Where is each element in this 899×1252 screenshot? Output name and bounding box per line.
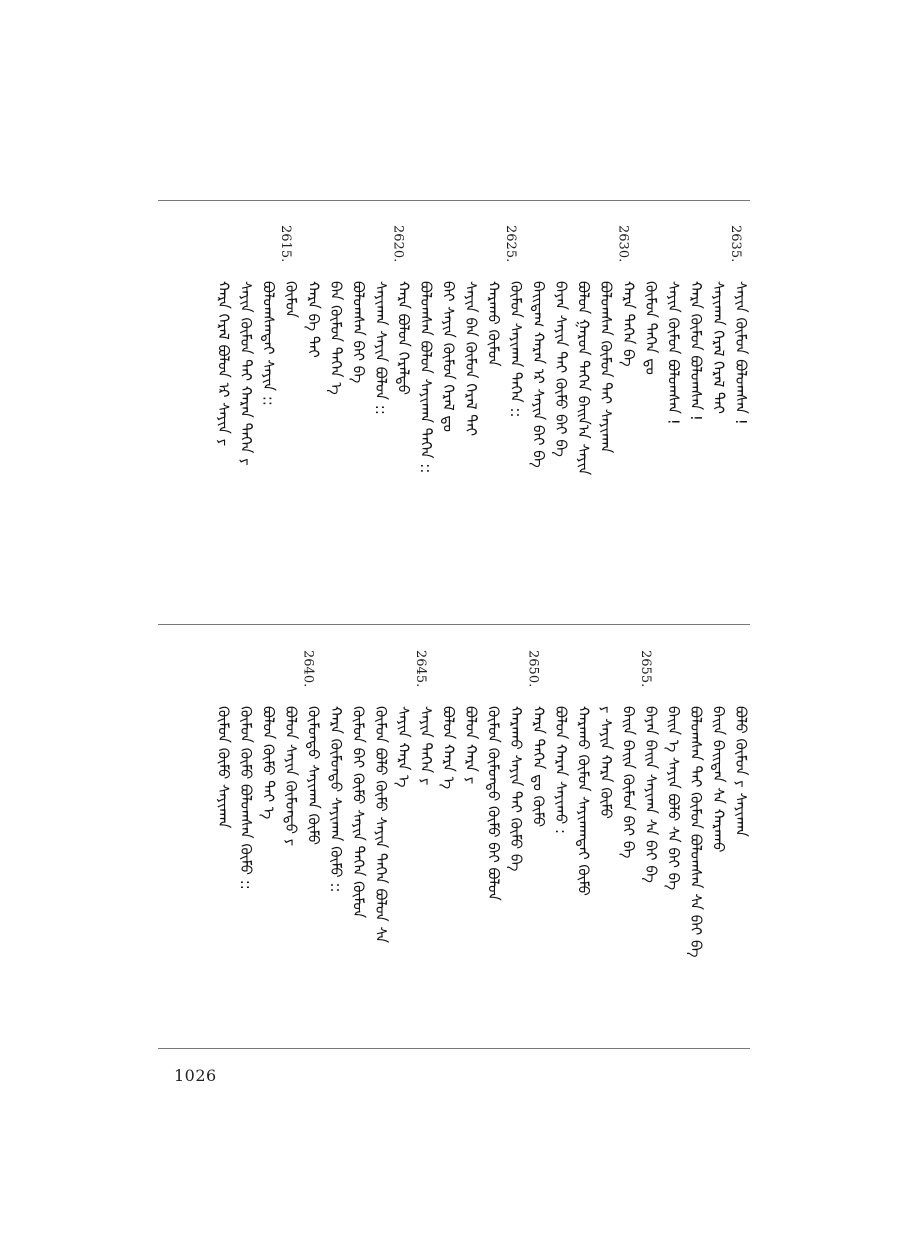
verse-line: ᠪᠣᠯᠣᠨ ᠬᠠᠷᠠᠨ ᠰᠠᠶᠢᠬᠤ :: [552, 706, 570, 835]
verse-line: ᠰᠠᠶᠢᠬᠠᠨ ᠰᠠᠶᠢᠨ ᠪᠣᠯᠣᠨ ::: [372, 281, 390, 415]
text-column: [301, 225, 323, 585]
verse-number: 2625.: [503, 225, 518, 263]
verse-line: ᠪᠠᠶᠠᠨ ᠰᠠᠶᠢᠨ ᠲᠡᠢ ᠬᠦᠮᠦ ᠪᠠᠢ ᠪᠠ: [552, 281, 570, 457]
verse-line: ᠬᠠᠷᠠ ᠲᠡᠭᠡᠨ ᠪᠠ: [619, 281, 638, 367]
verse-line: ᠪᠣᠯᠣᠨ ᠬᠠᠷᠠ ᠶ: [462, 706, 480, 785]
text-column: [548, 650, 570, 1010]
verse-line: ᠪᠣᠯᠣᠨ ᠰᠠᠶᠢᠨ ᠬᠦᠮᠦᠨᠲᠦ ᠶ: [282, 706, 300, 847]
verse-line: ᠬᠠᠷᠠ ᠬᠦᠮᠦᠨ ᠪᠣᠯᠣᠭᠰᠠᠨ !: [687, 281, 705, 421]
verse-line: ᠬᠠᠷᠠ ᠪᠠ ᠲᠡᠢ: [304, 281, 323, 358]
verse-line: ᠬᠠᠷᠠᠬᠤ ᠰᠠᠶᠢᠨ ᠲᠡᠢ ᠬᠦᠮᠦ ᠪᠠ: [507, 706, 525, 872]
text-column: [211, 225, 233, 585]
verse-line: ᠬᠦᠮᠦᠨ ᠬᠦᠮᠦᠨᠲᠦ ᠬᠦᠮᠦ ᠪᠠᠢ ᠪᠣᠯᠣᠨ: [484, 706, 503, 901]
verse-line: ᠬᠠᠷᠠ ᠲᠡᠭᠡᠨ ᠳᠤ ᠬᠦᠮᠦ: [529, 706, 548, 828]
verse-line: ᠪᠠᠢᠳᠠᠭ ᠬᠠᠷᠠᠨ ᠡᠷ ᠰᠠᠶᠢᠨ ᠪᠠᠢ ᠪᠠ: [529, 281, 548, 468]
text-column: [323, 225, 345, 585]
verse-line: ᠬᠦᠮᠦᠨ: [282, 281, 300, 318]
text-column: [278, 650, 300, 1010]
verse-line: ᠪᠣᠯᠣᠨ ᠬᠦᠮᠦ ᠲᠡᠢ ᠡ: [259, 706, 278, 820]
verse-line: ᠬᠠᠷᠠ ᠭᠡᠷᠡᠯ ᠪᠣᠯᠣᠨ ᠡᠷ ᠰᠠᠶᠢᠨ ᠶ: [214, 281, 233, 447]
verse-line: ᠪᠠᠢᠨ ᠪᠠᠢᠨ ᠬᠦᠮᠦᠨ ᠪᠠᠢ ᠪᠠ: [619, 706, 638, 859]
text-column: [481, 650, 503, 1010]
verse-line: ᠰᠠᠶᠢᠨ ᠬᠦᠮᠦᠨ ᠪᠣᠯᠣᠭᠰᠠᠨ !: [732, 281, 750, 425]
verse-line: ᠪᠠᠢ ᠰᠠᠶᠢᠨ ᠬᠦᠮᠦᠨ ᠭᠡᠷᠡᠯ ᠳᠤ: [439, 281, 458, 433]
text-column: [346, 225, 368, 585]
verse-line: ᠬᠦᠮᠦᠨ ᠪᠣᠯᠣ ᠬᠦᠮᠦ ᠰᠠᠶᠢᠨ ᠲᠡᠭᠡᠨ ᠪᠣᠯᠣᠨ ᠰᠠ: [372, 706, 390, 944]
verse-line: ᠪᠣᠯᠣᠨ ᠭᠠᠷᠤᠨ ᠲᠡᠭᠡᠨ ᠪᠠᠢᠨ᠎ᠠ ᠰᠠᠶᠢᠨ: [574, 281, 593, 476]
verse-line: ᠰᠠᠶᠢᠨ ᠬᠦᠮᠦᠨ ᠪᠣᠯᠣᠭᠰᠠᠨ !: [664, 281, 683, 425]
verse-line: ᠬᠦᠮᠦᠨ ᠬᠦᠮᠦ ᠰᠠᠶᠢᠬᠠᠨ: [214, 706, 233, 829]
verse-number: 2615.: [278, 225, 293, 263]
verse-number: 2645.: [413, 650, 428, 688]
verse-line: ᠪᠣᠯᠣᠭᠰᠠᠨ ᠲᠡᠢ ᠬᠦᠮᠦᠨ ᠪᠣᠯᠣᠭᠰᠠᠨ ᠰᠠ ᠪᠠᠢ ᠪᠠ: [687, 706, 705, 958]
verse-line: ᠬᠠᠷᠠᠬᠤ ᠬᠦᠮᠦᠨ ᠰᠠᠶᠢᠬᠠᠨᠲᠠᠢ ᠬᠦᠮᠦ: [574, 706, 593, 896]
verse-line: ᠪᠠᠢᠨ ᠪᠠᠢᠳᠠᠨ ᠰᠠ ᠬᠠᠷᠠᠬᠤ: [709, 706, 728, 853]
verse-line: ᠰᠠᠶᠢᠬᠠᠨ ᠭᠡᠷᠡᠯ ᠭᠡᠷᠡᠯ ᠲᠡᠢ: [709, 281, 728, 414]
verse-line: ᠬᠦᠮᠦᠨ ᠲᠡᠭᠡᠨ ᠳᠤ: [642, 281, 660, 375]
verse-line: ᠬᠦᠮᠦᠨ ᠰᠠᠶᠢᠬᠠᠨ ᠲᠡᠭᠡᠨ ::: [507, 281, 525, 418]
verse-line: ᠬᠦᠮᠦᠨ ᠪᠠᠢ ᠬᠦᠮᠦ ᠰᠠᠶᠢᠨ ᠲᠡᠭᠡᠨ ᠬᠦᠮᠦᠨ: [349, 706, 368, 919]
text-column: [638, 225, 660, 585]
verse-number: 2655.: [638, 650, 653, 688]
text-column: [458, 650, 480, 1010]
verse-line: ᠰᠠᠶᠢᠨ ᠪᠠᠨ ᠬᠦᠮᠦᠨ ᠭᠡᠷᠡᠯ ᠲᠡᠢ: [462, 281, 480, 437]
verse-line: ᠪᠠᠶᠠᠨ ᠪᠠᠢᠨ ᠰᠠᠶᠢᠬᠠ ᠰᠠ ᠪᠠᠢ ᠪᠠ: [642, 706, 660, 883]
text-column: [661, 225, 683, 585]
verse-number: 2640.: [300, 650, 316, 688]
verse-line: ᠬᠠᠷᠠ ᠪᠣᠯᠣᠨ ᠭᠡᠷᠡᠯᠲᠦ: [394, 281, 413, 396]
verse-line: ᠰᠠᠶᠢᠨ ᠬᠠᠷᠠ ᠡ: [394, 706, 413, 788]
verse-line: ᠬᠠᠷᠠᠬᠤ ᠬᠦᠮᠦᠨ: [484, 281, 503, 367]
page-number: 1026: [174, 1066, 217, 1085]
text-column: [503, 225, 525, 585]
middle-divider: [158, 624, 750, 625]
verse-line: ᠬᠦᠮᠦᠨᠲᠦ ᠰᠠᠶᠢᠬᠠᠨ ᠬᠦᠮᠦ: [304, 706, 323, 846]
verse-line: ᠬᠠᠷᠠ ᠬᠦᠮᠦᠨᠲᠦ ᠰᠠᠶᠢᠬᠠᠨ ᠬᠦᠮᠦ ::: [327, 706, 345, 893]
verse-number: 2620.: [390, 225, 406, 263]
verse-line: ᠶ ᠰᠠᠶᠢᠨ ᠬᠠᠷᠠ ᠬᠦᠮᠦ: [597, 706, 615, 819]
verse-line: ᠰᠠᠶᠢᠨ ᠬᠦᠮᠦᠨ ᠲᠡᠢ ᠬᠠᠷᠠᠨ ᠲᠡᠭᠡᠨ ᠶ: [237, 281, 255, 466]
verse-line: ᠪᠣᠯᠣᠭᠰᠠᠨ ᠪᠠᠢ ᠪᠠ: [349, 281, 368, 384]
verse-line: ᠪᠠᠢᠨ ᠡ ᠰᠠᠶᠢᠨ ᠪᠣᠯᠣ ᠰᠠ ᠪᠠᠢ ᠪᠠ: [664, 706, 683, 891]
bottom-text-panel: [158, 650, 750, 1030]
verse-line: ᠪᠣᠯᠣᠭᠰᠠᠨ ᠪᠣᠯᠣᠨ ᠰᠠᠶᠢᠬᠠᠨ ᠲᠡᠭᠡᠨ ::: [417, 281, 435, 474]
text-column: [616, 650, 638, 1010]
verse-number: 2635.: [728, 225, 743, 263]
text-column: [368, 225, 390, 585]
text-column: [233, 650, 255, 1010]
top-divider: [158, 200, 750, 201]
verse-number: 2650.: [525, 650, 541, 688]
verse-line: ᠪᠠᠨ ᠬᠦᠮᠦᠨ ᠲᠡᠭᠡᠨ ᠡ: [327, 281, 345, 395]
verse-line: ᠪᠣᠯᠣᠭᠰᠠᠨᠲᠠᠢ ᠰᠠᠶᠢᠨ ::: [259, 281, 278, 406]
verse-line: ᠪᠣᠯᠣᠭᠰᠠᠨ ᠬᠦᠮᠦᠨ ᠲᠡᠢ ᠰᠠᠶᠢᠬᠠᠨ: [597, 281, 615, 454]
text-column: [436, 650, 458, 1010]
top-text-panel: [158, 225, 750, 605]
text-column: [211, 650, 233, 1010]
verse-line: ᠪᠣᠯᠣᠨ ᠬᠠᠷᠠ ᠡ: [439, 706, 458, 790]
verse-line: ᠪᠣᠯᠣ ᠬᠦᠮᠦᠨ ᠶ ᠰᠠᠶᠢᠬᠠᠨ: [732, 706, 750, 837]
verse-line: ᠰᠠᠶᠢᠨ ᠲᠡᠭᠡᠨ ᠶ: [417, 706, 435, 786]
text-column: [413, 650, 435, 1010]
verse-number: 2630.: [615, 225, 631, 263]
text-column: [413, 225, 435, 585]
verse-line: ᠬᠦᠮᠦᠨ ᠬᠦᠮᠦ ᠪᠣᠯᠣᠭᠰᠠᠨ ᠬᠦᠮᠦ ::: [237, 706, 255, 890]
bottom-divider: [158, 1048, 750, 1049]
